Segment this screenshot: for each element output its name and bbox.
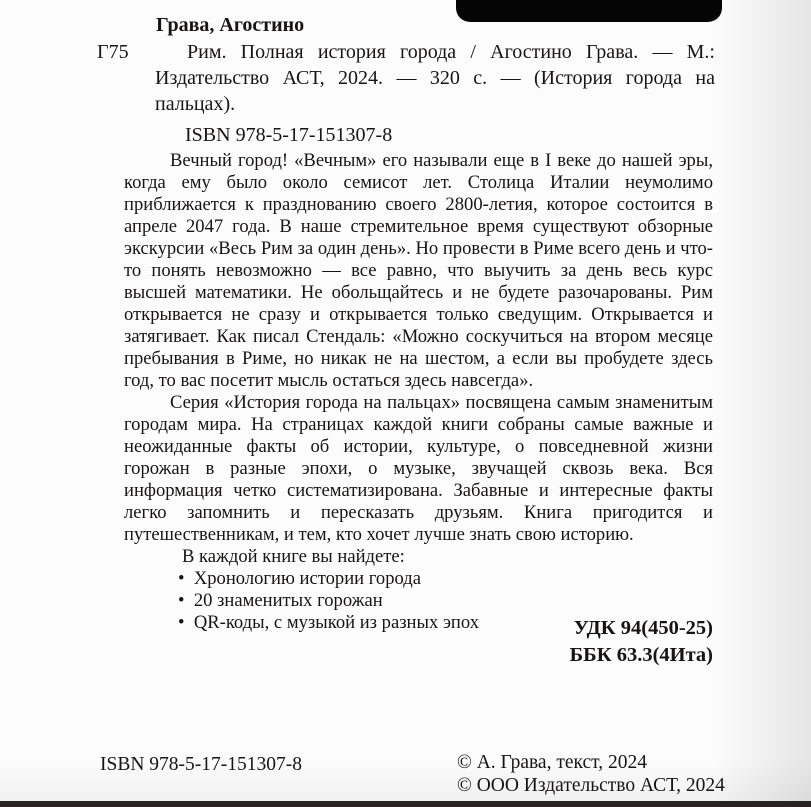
- list-item-chronology: • Хронологию истории города: [178, 568, 713, 590]
- annotation-paragraph-2: Серия «История города на пальцах» посвящена самым знаменитым городам мира. На страницах каждой книги собраны самые важные и неожиданные факты об истории, культуре, о повседневной жизни горожан в разные эпохи, о музыке, звучащей сквозь века. Вся информация четко систематизирована. Забавные и интересные факты легко запомнить и пересказать друзьям. Книга пригодится и путешественникам, и тем, кто хочет лучше знать свою историю.: [124, 392, 713, 545]
- redaction-bar: [456, 0, 722, 22]
- udk-code: УДК 94(450-25): [573, 617, 713, 639]
- copyright-publisher-text: © ООО Издательство АСТ, 2024: [457, 774, 725, 796]
- copyright-author-text: © А. Грава, текст, 2024: [457, 752, 647, 773]
- isbn-footer: ISBN 978-5-17-151307-8: [100, 754, 303, 775]
- annotation-block: [124, 150, 713, 634]
- annotation-paragraph-1: Вечный город! «Вечным» его называли еще в I веке до нашей эры, когда ему было около семисот лет. Столица Италии неумолимо приближается к празднованию своего 2800-летия, которое состоится в апреле 2047 года. В наше стремительное время существуют обзорные экскурсии «Весь Рим за один день». Но провести в Риме всего день и что-то понять невозможно — все равно, что выучить за день весь курс высшей математики. Не обольщайтесь и не будете разочарованы. Рим открывается не сразу и открывается только сведущим. Открывается и затягивает. Как писал Стендаль: «Можно соскучиться на втором месяце пребывания в Риме, но никак не на шестом, а если вы пробудете здесь год, то вас посетит мысль остаться здесь навсегда».: [124, 150, 713, 391]
- catalog-index-code: Г75: [97, 41, 129, 63]
- bottom-edge-bar: [0, 801, 811, 807]
- list-item-qr-codes: • QR-коды, с музыкой из разных эпох: [178, 612, 713, 634]
- copyright-block: [457, 752, 725, 797]
- author-heading: Грава, Агостино: [156, 14, 305, 36]
- bibliographic-entry: Рим. Полная история города / Агостино Грава. — М.: Издательство АСТ, 2024. — 320 с. — (История города на пальцах).: [155, 41, 715, 115]
- bbk-code: ББК 63.3(4Ита): [569, 644, 713, 666]
- isbn-heading: ISBN 978-5-17-151307-8: [185, 124, 393, 146]
- list-item-citizens: • 20 знаменитых горожан: [178, 590, 713, 612]
- features-list-intro: В каждой книге вы найдете:: [182, 546, 405, 567]
- classification-block: [124, 615, 713, 669]
